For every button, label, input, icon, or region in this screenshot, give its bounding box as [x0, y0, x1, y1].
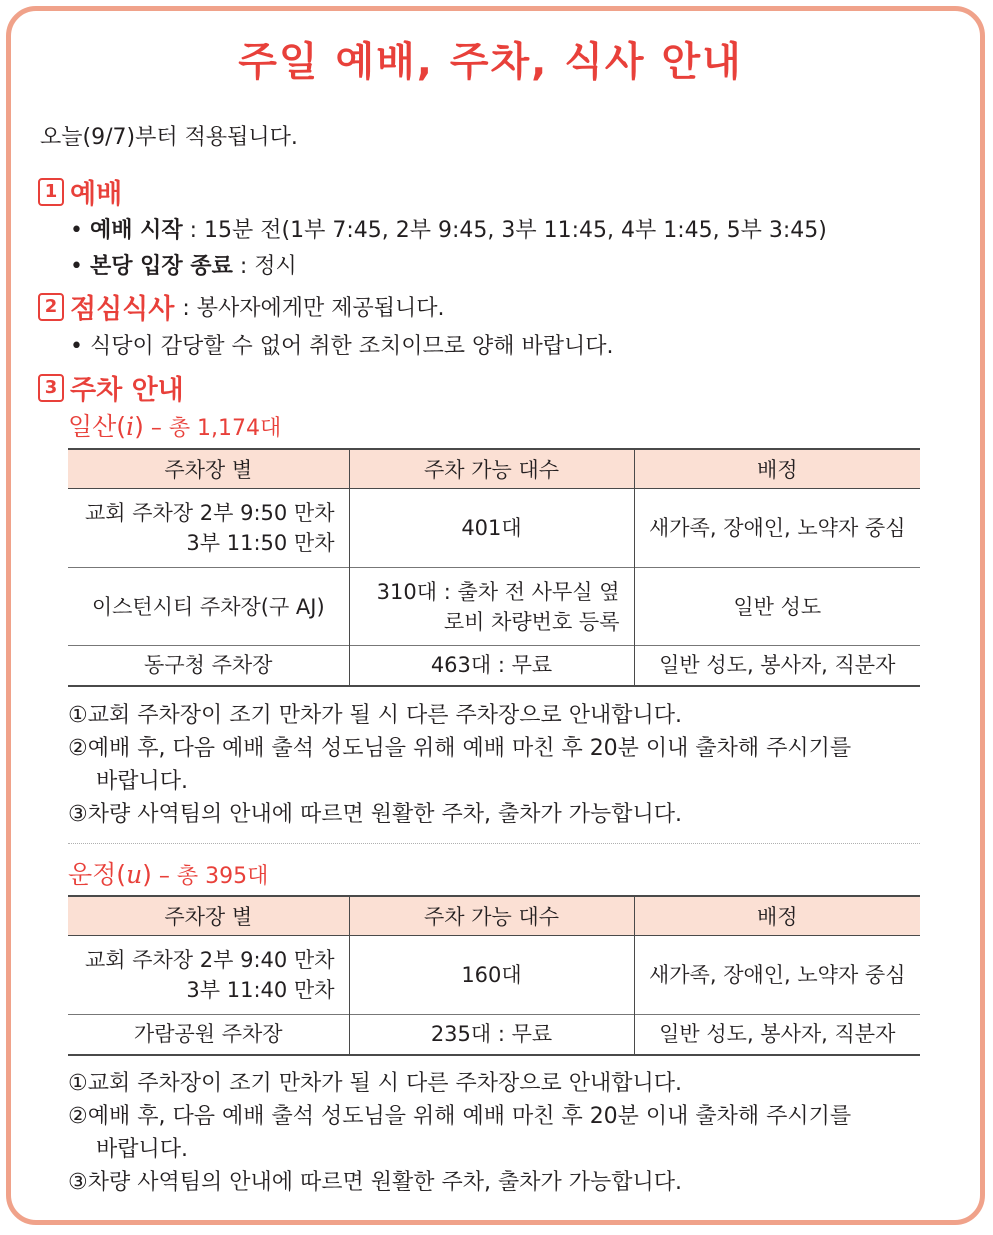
lot-line: 교회 주차장 2부 9:50 만차	[84, 501, 335, 525]
parking-notes-ilsan	[68, 699, 928, 831]
table-row	[68, 489, 920, 568]
section-note: : 봉사자에게만 제공됩니다.	[182, 296, 445, 321]
lot-line: 3부 11:50 만차	[186, 531, 335, 555]
region-total: – 총 1,174대	[143, 416, 282, 441]
bullet-worship-start: • 예배 시작 : 15분 전(1부 7:45, 2부 9:45, 3부 11:45, 4부 1:45, 5부 3:45)	[70, 218, 827, 243]
table-row	[68, 568, 920, 646]
column-header: 주차장 별	[68, 896, 349, 936]
section-number-badge: 1	[38, 178, 64, 206]
section-title: 주차 안내	[70, 375, 184, 406]
bullet-label: 예배 시작	[89, 218, 183, 243]
region-unjeong-heading	[68, 855, 268, 891]
region-letter: u	[126, 860, 143, 889]
region-name: 운정(	[68, 860, 127, 889]
table-header-row	[68, 449, 920, 489]
count-cell	[349, 568, 634, 646]
bullet-text: : 정시	[232, 254, 297, 279]
lot-cell: 이스턴시티 주차장(구 AJ)	[68, 568, 349, 646]
assign-cell: 일반 성도, 봉사자, 직분자	[634, 1015, 920, 1055]
lot-cell: 동구청 주차장	[68, 646, 349, 686]
count-cell: 463대 : 무료	[349, 646, 634, 686]
assign-cell: 일반 성도	[634, 568, 920, 646]
assign-cell: 새가족, 장애인, 노약자 중심	[634, 936, 920, 1015]
section-number-badge: 3	[38, 374, 64, 402]
lot-line: 3부 11:40 만차	[186, 978, 335, 1002]
parking-table-ilsan	[68, 448, 920, 687]
bullet-lunch-notice: • 식당이 감당할 수 없어 취한 조치이므로 양해 바랍니다.	[70, 334, 614, 359]
note-line: ①교회 주차장이 조기 만차가 될 시 다른 주차장으로 안내합니다.	[68, 1071, 682, 1096]
column-header: 주차 가능 대수	[349, 896, 634, 936]
section-title: 예배	[70, 179, 123, 210]
count-line: 310대 : 출차 전 사무실 옆	[376, 579, 620, 604]
table-row	[68, 936, 920, 1015]
note-line: ③차량 사역팀의 안내에 따르면 원활한 주차, 출차가 가능합니다.	[68, 802, 682, 827]
column-header: 배정	[634, 449, 920, 489]
count-line: 로비 차량번호 등록	[443, 609, 620, 634]
assign-cell: 일반 성도, 봉사자, 직분자	[634, 646, 920, 686]
note-line: 바랍니다.	[96, 1137, 189, 1162]
bullet-text: : 15분 전(1부 7:45, 2부 9:45, 3부 11:45, 4부 1:45, 5부 3:45)	[182, 218, 827, 243]
count-cell: 235대 : 무료	[349, 1015, 634, 1055]
note-line: 바랍니다.	[96, 769, 189, 794]
region-paren: )	[142, 860, 152, 889]
note-line: ①교회 주차장이 조기 만차가 될 시 다른 주차장으로 안내합니다.	[68, 703, 682, 728]
section-lunch-heading	[38, 287, 445, 326]
count-cell: 160대	[349, 936, 634, 1015]
intro-text: 오늘(9/7)부터 적용됩니다.	[40, 125, 298, 150]
table-header-row	[68, 896, 920, 936]
section-worship-heading	[38, 172, 122, 211]
bullet-text: 식당이 감당할 수 없어 취한 조치이므로 양해 바랍니다.	[89, 334, 614, 359]
bullet-entry-close: • 본당 입장 종료 : 정시	[70, 254, 297, 279]
column-header: 주차장 별	[68, 449, 349, 489]
parking-table-unjeong	[68, 895, 920, 1056]
table-row	[68, 646, 920, 686]
lot-cell: 가람공원 주차장	[68, 1015, 349, 1055]
note-line: ②예배 후, 다음 예배 출석 성도님을 위해 예배 마친 후 20분 이내 출차해 주시기를	[68, 1104, 852, 1129]
section-parking-heading	[38, 368, 184, 407]
column-header: 배정	[634, 896, 920, 936]
region-paren: )	[134, 412, 144, 441]
section-divider	[68, 843, 920, 844]
bullet-label: 본당 입장 종료	[89, 254, 233, 279]
count-cell: 401대	[349, 489, 634, 568]
section-number-badge: 2	[38, 293, 64, 321]
table-row	[68, 1015, 920, 1055]
region-ilsan-heading	[68, 407, 281, 443]
section-title: 점심식사	[70, 294, 175, 325]
region-letter: i	[126, 412, 135, 441]
assign-cell: 새가족, 장애인, 노약자 중심	[634, 489, 920, 568]
lot-cell	[68, 489, 349, 568]
lot-cell	[68, 936, 349, 1015]
lot-line: 교회 주차장 2부 9:40 만차	[84, 948, 335, 972]
note-line: ②예배 후, 다음 예배 출석 성도님을 위해 예배 마친 후 20분 이내 출차해 주시기를	[68, 736, 852, 761]
note-line: ③차량 사역팀의 안내에 따르면 원활한 주차, 출차가 가능합니다.	[68, 1170, 682, 1195]
region-total: – 총 395대	[151, 864, 269, 889]
column-header: 주차 가능 대수	[349, 449, 634, 489]
parking-notes-unjeong	[68, 1067, 928, 1199]
page-title: 주일 예배, 주차, 식사 안내	[238, 39, 743, 85]
region-name: 일산(	[68, 412, 127, 441]
